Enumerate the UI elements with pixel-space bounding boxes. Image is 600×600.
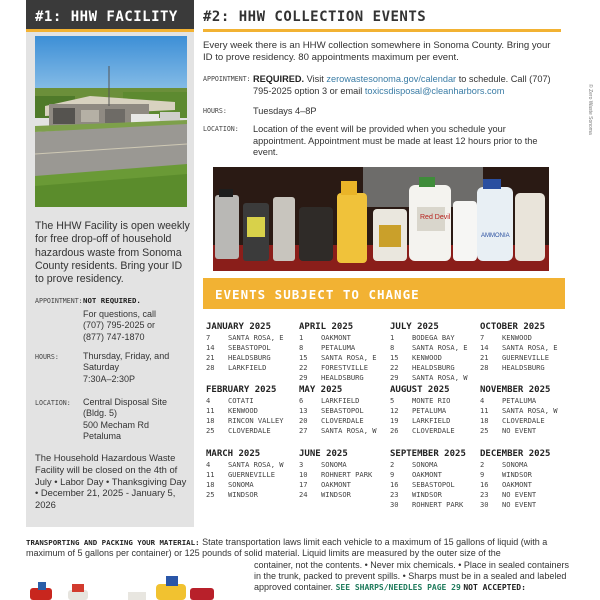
event-row	[390, 426, 482, 436]
bottles-photo	[20, 570, 220, 600]
event-place: BODEGA BAY	[412, 333, 455, 342]
event-place: KENWOOD	[502, 333, 532, 342]
event-day: 1	[299, 333, 304, 342]
event-day: 21	[206, 353, 215, 362]
event-row	[299, 406, 391, 416]
event-row	[299, 343, 391, 353]
event-day: 9	[480, 470, 485, 479]
event-place: HEALDSBURG	[321, 373, 364, 382]
event-place: OAKMONT	[502, 480, 532, 489]
calendar-link[interactable]: zerowastesonoma.gov/calendar	[326, 74, 457, 84]
event-place: LARKFIELD	[412, 416, 451, 425]
bottle-label-red-devil: Red Devil	[420, 214, 451, 221]
facility-closure-note: The Household Hazardous Waste Facility will be closed on the 4th of July • Labor Day • Thanksgiving Day • December 21, 2025 - January 5, 2026	[35, 452, 187, 511]
event-row	[390, 333, 482, 343]
sharps-reference: SEE SHARPS/NEEDLES PAGE 29	[335, 583, 461, 593]
event-place: WINDSOR	[228, 490, 258, 499]
event-row	[299, 333, 391, 343]
month-title: FEBRUARY 2025	[206, 385, 277, 395]
event-place: PETALUMA	[412, 406, 447, 415]
event-place: SANTA ROSA, E	[228, 333, 284, 342]
appointment-key: APPOINTMENT:	[35, 297, 83, 305]
event-day: 26	[390, 426, 399, 435]
event-place: SONOMA	[228, 480, 254, 489]
event-place: SONOMA	[321, 460, 347, 469]
email-link[interactable]: toxicsdisposal@cleanharbors.com	[364, 85, 505, 96]
event-place: NO EVENT	[502, 426, 537, 435]
event-day: 22	[390, 363, 399, 372]
event-day: 29	[390, 373, 399, 382]
event-row	[390, 470, 482, 480]
event-place: LARKFIELD	[321, 396, 360, 405]
month-block	[390, 322, 482, 383]
event-day: 11	[480, 406, 489, 415]
event-place: CLOVERDALE	[321, 416, 364, 425]
event-day: 15	[299, 353, 308, 362]
event-row	[299, 480, 391, 490]
event-row	[390, 353, 482, 363]
event-row	[206, 480, 298, 490]
event-place: CLOVERDALE	[502, 416, 545, 425]
event-row	[299, 490, 391, 500]
event-day: 22	[299, 363, 308, 372]
event-row	[480, 416, 572, 426]
month-block	[206, 322, 298, 373]
event-place: KENWOOD	[228, 406, 258, 415]
event-row	[390, 480, 482, 490]
event-place: NO EVENT	[502, 490, 537, 499]
event-place: WINDSOR	[321, 490, 351, 499]
event-place: ROHNERT PARK	[321, 470, 373, 479]
event-day: 14	[480, 343, 489, 352]
event-place: SANTA ROSA, W	[321, 426, 377, 435]
event-row	[480, 470, 572, 480]
event-day: 11	[206, 470, 215, 479]
event-row	[480, 480, 572, 490]
event-place: PETALUMA	[502, 396, 537, 405]
event-place: FORESTVILLE	[321, 363, 368, 372]
event-place: SANTA ROSA, E	[321, 353, 377, 362]
month-title: DECEMBER 2025	[480, 449, 551, 459]
event-day: 30	[480, 500, 489, 509]
event-day: 16	[480, 480, 489, 489]
event-day: 3	[299, 460, 304, 469]
event-day: 13	[299, 406, 308, 415]
facility-intro: The HHW Facility is open weekly for free drop-off of household hazardous waste from Sonoma County residents. Bring your ID to prove residency.	[35, 220, 190, 286]
month-title: JANUARY 2025	[206, 322, 272, 332]
month-title: JUNE 2025	[299, 449, 348, 459]
event-day: 23	[480, 490, 489, 499]
event-day: 30	[390, 500, 399, 509]
event-row	[390, 396, 482, 406]
event-day: 1	[390, 333, 395, 342]
event-place: SEBASTOPOL	[412, 480, 455, 489]
month-block	[299, 449, 391, 500]
event-row	[480, 396, 572, 406]
event-place: SANTA ROSA, W	[228, 460, 284, 469]
event-row	[206, 406, 298, 416]
month-block	[390, 449, 482, 510]
event-row	[299, 396, 391, 406]
event-day: 17	[299, 480, 308, 489]
event-place: WINDSOR	[412, 490, 442, 499]
event-place: PETALUMA	[321, 343, 356, 352]
event-row	[206, 490, 298, 500]
event-day: 27	[299, 426, 308, 435]
event-day: 9	[390, 470, 395, 479]
event-place: CLOVERDALE	[412, 426, 455, 435]
transport-instructions: TRANSPORTING AND PACKING YOUR MATERIAL: State transportation laws limit each vehicle to a maximum of 15 gallons of liquid (with a maximum of 5 gallons per container) or 125 pounds of solid material. Liquid limits are measured by the outer size of the container, not the contents. • Never mix chemicals. • Place in sealed containers in the trunk, packed to prevent spills. • Sharps must be in a sealed and labeled approved container. SEE SHARPS/NEEDLES PAGE 29 NOT ACCEPTED:	[26, 537, 569, 593]
month-title: OCTOBER 2025	[480, 322, 546, 332]
event-row	[206, 396, 298, 406]
event-day: 11	[206, 406, 215, 415]
event-day: 4	[206, 396, 211, 405]
event-row	[299, 416, 391, 426]
event-row	[480, 363, 572, 373]
event-place: COTATI	[228, 396, 254, 405]
event-day: 8	[390, 343, 395, 352]
event-row	[206, 343, 298, 353]
month-block	[390, 385, 482, 436]
event-row	[480, 500, 572, 510]
event-day: 16	[390, 480, 399, 489]
event-day: 25	[206, 490, 215, 499]
event-row	[299, 373, 391, 383]
event-place: SEBASTOPOL	[321, 406, 364, 415]
event-place: WINDSOR	[502, 470, 532, 479]
event-row	[390, 460, 482, 470]
event-day: 8	[299, 343, 304, 352]
event-place: HEALDSBURG	[412, 363, 455, 372]
hhw-facility-panel: #1: HHW FACILITY The HHW Facility is open weekly for free drop-off of household hazardous waste from Sonoma County residents. Bring your ID to prove residency. APPOINTMENT: NOT REQUIRED. For questions, call (707) 795-2025 or (877) 747-1870 HOURS: Thursday, Friday, and Saturday 7:30A–2:30P LOCATION: Central Disposal Site (Bldg. 5) 500 Mecham Rd Petaluma The Household Hazardous Waste Facility will be closed on the 4th of July • Labor Day • Thanksgiving Day • December 21, 2025 - January 5, 2026	[26, 0, 194, 527]
event-day: 21	[480, 353, 489, 362]
event-place: SONOMA	[412, 460, 438, 469]
event-row	[299, 460, 391, 470]
event-row	[480, 460, 572, 470]
event-day: 25	[480, 426, 489, 435]
event-row	[390, 490, 482, 500]
event-day: 7	[480, 333, 485, 342]
event-row	[390, 500, 482, 510]
event-place: GUERNEVILLE	[228, 470, 275, 479]
event-day: 25	[206, 426, 215, 435]
events-heading: #2: HHW COLLECTION EVENTS	[203, 0, 561, 32]
photo-credit: © Zero Waste Sonoma	[587, 84, 593, 135]
event-day: 6	[299, 396, 304, 405]
event-place: SEBASTOPOL	[228, 343, 271, 352]
event-row	[390, 363, 482, 373]
facility-heading: #1: HHW FACILITY	[26, 0, 194, 32]
event-row	[299, 353, 391, 363]
bottle-label-ammonia: AMMONIA	[481, 233, 510, 239]
event-row	[206, 333, 298, 343]
event-place: SANTA ROSA, E	[502, 343, 558, 352]
event-place: HEALDSBURG	[228, 353, 271, 362]
event-place: GUERNEVILLE	[502, 353, 549, 362]
event-day: 18	[206, 416, 215, 425]
event-place: NO EVENT	[502, 500, 537, 509]
event-row	[206, 460, 298, 470]
month-block	[299, 322, 391, 383]
event-place: HEALDSBURG	[502, 363, 545, 372]
event-day: 18	[206, 480, 215, 489]
event-day: 15	[390, 353, 399, 362]
event-row	[206, 426, 298, 436]
event-row	[480, 333, 572, 343]
event-row	[390, 416, 482, 426]
event-row	[390, 373, 482, 383]
month-block	[480, 449, 572, 510]
event-place: ROHNERT PARK	[412, 500, 464, 509]
event-place: OAKMONT	[321, 333, 351, 342]
event-day: 12	[390, 406, 399, 415]
event-place: CLOVERDALE	[228, 426, 271, 435]
month-block	[206, 449, 298, 500]
event-place: KENWOOD	[412, 353, 442, 362]
event-row	[299, 426, 391, 436]
month-block	[206, 385, 298, 436]
event-row	[390, 406, 482, 416]
event-place: SANTA ROSA, E	[412, 343, 468, 352]
event-place: SANTA ROSA, W	[502, 406, 558, 415]
event-place: OAKMONT	[412, 470, 442, 479]
event-row	[480, 406, 572, 416]
event-row	[206, 416, 298, 426]
event-day: 10	[299, 470, 308, 479]
event-day: 19	[390, 416, 399, 425]
hazardous-containers-photo	[213, 167, 549, 271]
events-subject-to-change-banner: EVENTS SUBJECT TO CHANGE	[203, 278, 565, 309]
month-block	[480, 385, 572, 436]
event-day: 28	[206, 363, 215, 372]
event-row	[480, 343, 572, 353]
event-row	[206, 363, 298, 373]
not-accepted-heading: NOT ACCEPTED:	[463, 583, 526, 593]
event-day: 20	[299, 416, 308, 425]
event-day: 23	[390, 490, 399, 499]
appointment-status: NOT REQUIRED.	[83, 296, 141, 305]
event-day: 5	[390, 396, 395, 405]
month-title: JULY 2025	[390, 322, 439, 332]
event-day: 24	[299, 490, 308, 499]
event-day: 29	[299, 373, 308, 382]
month-title: AUGUST 2025	[390, 385, 450, 395]
month-block	[299, 385, 391, 436]
month-block	[480, 322, 572, 373]
appointment-contact: For questions, call (707) 795-2025 or (877) 747-1870	[83, 309, 157, 342]
event-day: 7	[206, 333, 211, 342]
month-title: MARCH 2025	[206, 449, 261, 459]
event-place: RINCON VALLEY	[228, 416, 284, 425]
event-day: 18	[480, 416, 489, 425]
month-title: APRIL 2025	[299, 322, 354, 332]
event-day: 4	[480, 396, 485, 405]
event-day: 2	[390, 460, 395, 469]
event-place: OAKMONT	[321, 480, 351, 489]
event-day: 4	[206, 460, 211, 469]
event-row	[206, 353, 298, 363]
event-place: MONTE RIO	[412, 396, 451, 405]
month-title: MAY 2025	[299, 385, 343, 395]
event-row	[390, 343, 482, 353]
event-day: 28	[480, 363, 489, 372]
events-intro: Every week there is an HHW collection somewhere in Sonoma County. Bring your ID to prove residency. 80 appointments maximum per event.	[203, 40, 551, 64]
event-row	[480, 353, 572, 363]
month-title: NOVEMBER 2025	[480, 385, 551, 395]
event-row	[480, 426, 572, 436]
event-row	[299, 470, 391, 480]
event-row	[206, 470, 298, 480]
event-day: 2	[480, 460, 485, 469]
event-place: SONOMA	[502, 460, 528, 469]
month-title: SEPTEMBER 2025	[390, 449, 466, 459]
event-row	[299, 363, 391, 373]
event-day: 14	[206, 343, 215, 352]
event-row	[480, 490, 572, 500]
event-place: LARKFIELD	[228, 363, 267, 372]
event-place: SANTA ROSA, W	[412, 373, 468, 382]
facility-photo	[35, 36, 187, 207]
